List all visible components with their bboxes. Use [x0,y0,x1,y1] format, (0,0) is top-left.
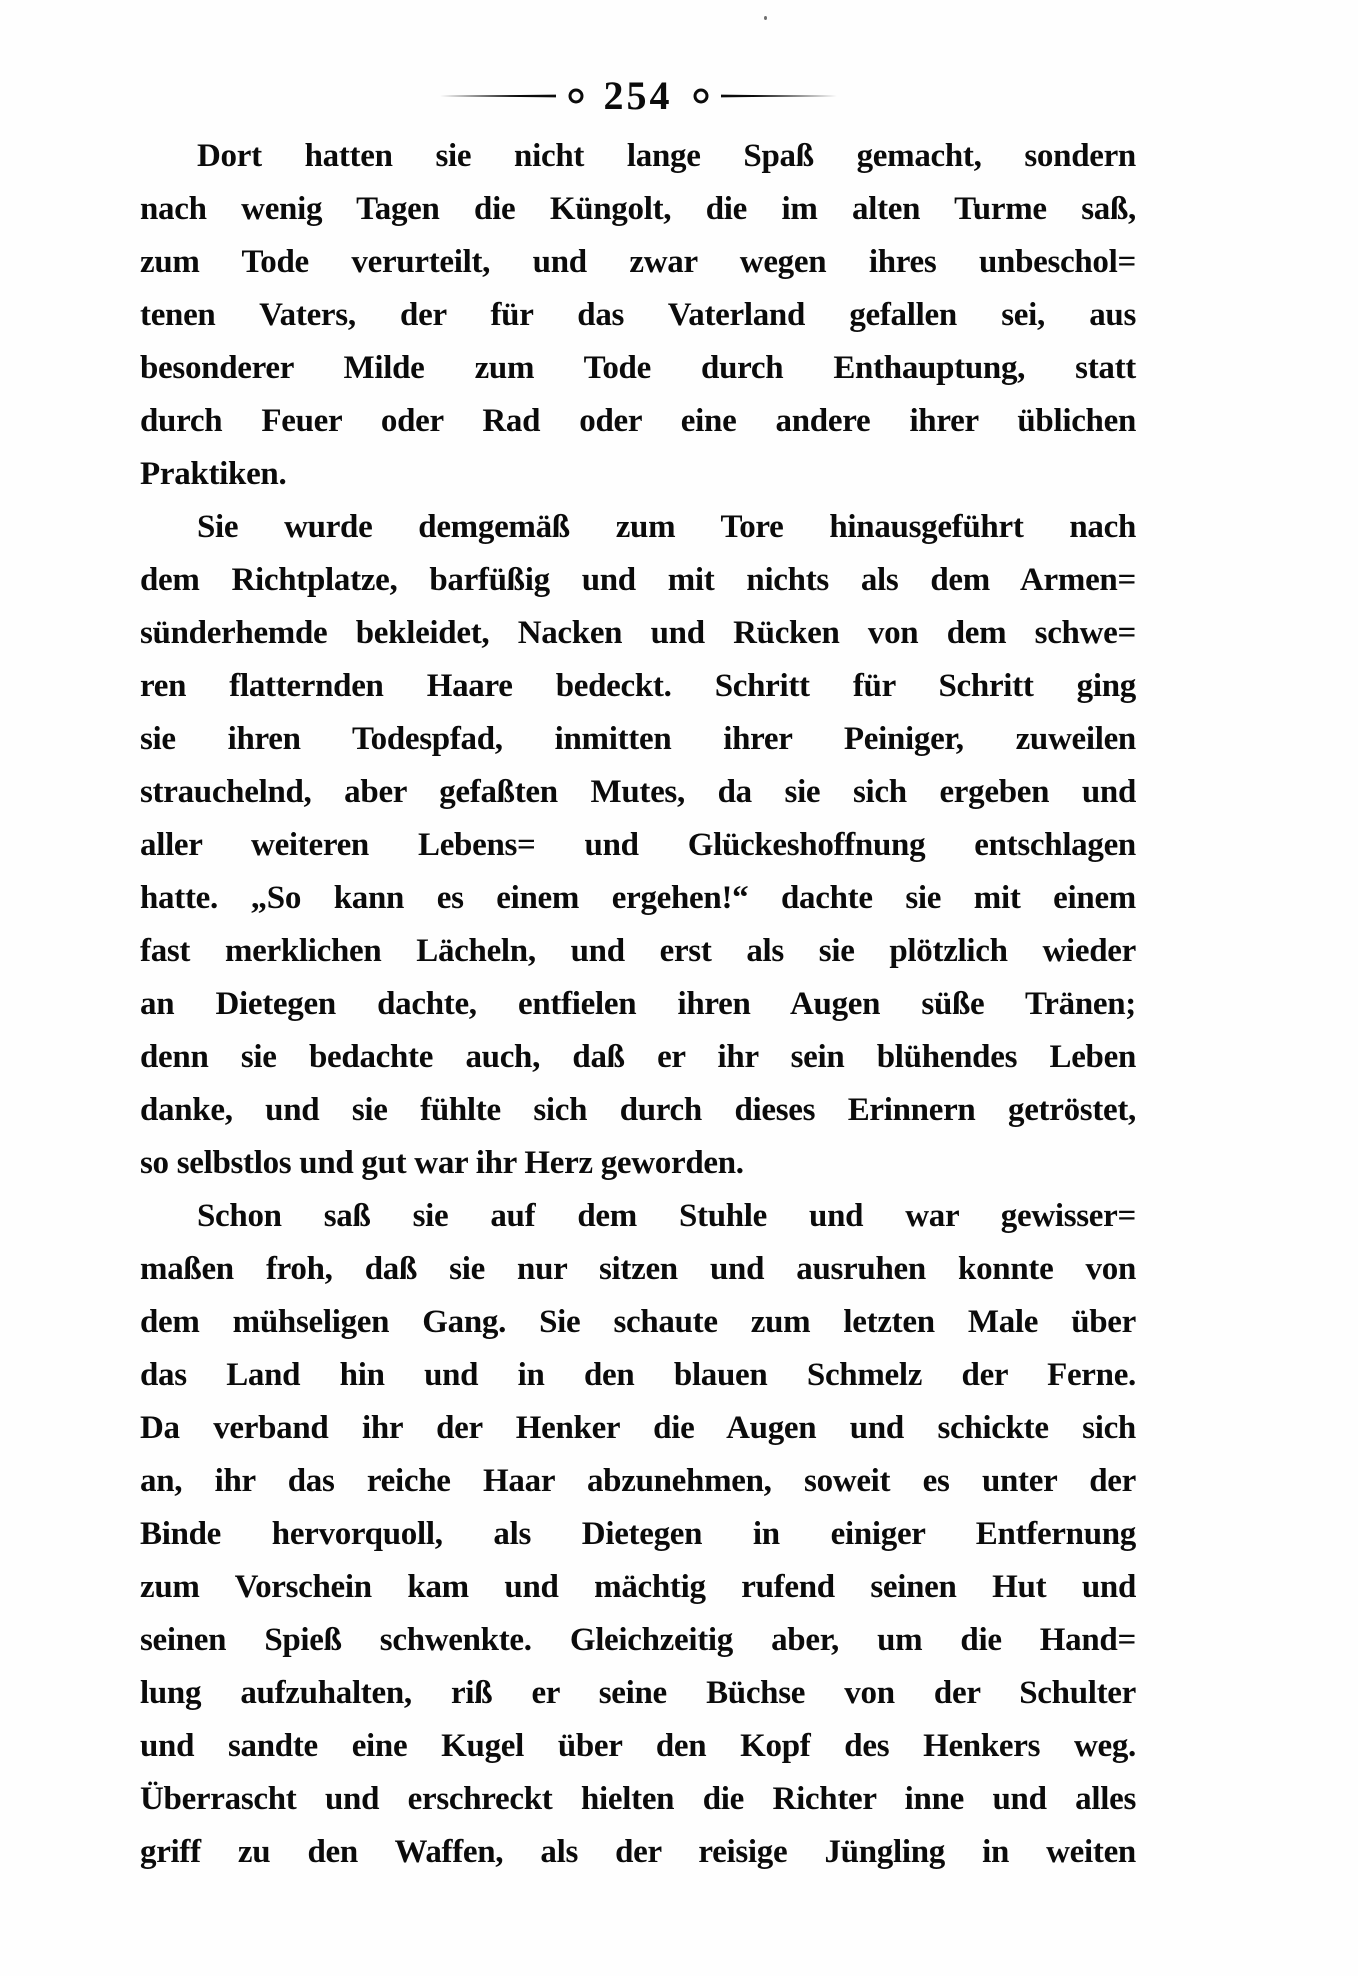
text-line: Sie wurde demgemäß zum Tore hinausgeführt nach [197,509,1136,545]
text-line: das Land hin und in den blauen Schmelz der Ferne. [140,1357,1136,1393]
text-line: Überrascht und erschreckt hielten die Richter inne und alles [140,1781,1136,1817]
text-line: zum Tode verurteilt, und zwar wegen ihres unbeschol= [140,244,1136,280]
text-line: griff zu den Waffen, als der reisige Jüngling in weiten [140,1834,1136,1870]
page-text [140,130,1136,1879]
text-line: so selbstlos und gut war ihr Herz geworden. [140,1145,744,1181]
paragraph-3 [140,1190,1136,1879]
text-line: an Dietegen dachte, entfielen ihren Augen süße Tränen; [140,986,1136,1022]
text-line: sie ihren Todespfad, inmitten ihrer Peiniger, zuweilen [140,721,1136,757]
text-line: und sandte eine Kugel über den Kopf des Henkers weg. [140,1728,1136,1764]
text-line: Binde hervorquoll, als Dietegen in einiger Entfernung [140,1516,1136,1552]
text-line: durch Feuer oder Rad oder eine andere ihrer üblichen [140,403,1136,439]
scan-artifact [764,16,767,20]
text-line: nach wenig Tagen die Küngolt, die im alten Turme saß, [140,191,1136,227]
text-line: aller weiteren Lebens= und Glückeshoffnung entschlagen [140,827,1136,863]
text-line: fast merklichen Lächeln, und erst als sie plötzlich wieder [140,933,1136,969]
text-line: dem Richtplatze, barfüßig und mit nichts als dem Armen= [140,562,1136,598]
text-line: zum Vorschein kam und mächtig rufend seinen Hut und [140,1569,1136,1605]
text-line: ren flatternden Haare bedeckt. Schritt für Schritt ging [140,668,1136,704]
paragraph-1 [140,130,1136,501]
text-line: seinen Spieß schwenkte. Gleichzeitig aber, um die Hand= [140,1622,1136,1658]
text-line: tenen Vaters, der für das Vaterland gefallen sei, aus [140,297,1136,333]
text-line: Da verband ihr der Henker die Augen und schickte sich [140,1410,1136,1446]
text-line: dem mühseligen Gang. Sie schaute zum letzten Male über [140,1304,1136,1340]
paragraph-2 [140,501,1136,1190]
running-head [140,73,1136,118]
rule-ring-right-icon [689,87,839,105]
text-line: denn sie bedachte auch, daß er ihr sein blühendes Leben [140,1039,1136,1075]
text-line: hatte. „So kann es einem ergehen!“ dachte sie mit einem [140,880,1136,916]
text-line: lung aufzuhalten, riß er seine Büchse von der Schulter [140,1675,1136,1711]
text-line: Dort hatten sie nicht lange Spaß gemacht, sondern [197,138,1136,174]
text-line: danke, und sie fühlte sich durch dieses Erinnern getröstet, [140,1092,1136,1128]
text-line: Schon saß sie auf dem Stuhle und war gewisser= [197,1198,1136,1234]
text-line: Praktiken. [140,456,287,492]
text-line: sünderhemde bekleidet, Nacken und Rücken von dem schwe= [140,615,1136,651]
text-line: an, ihr das reiche Haar abzunehmen, soweit es unter der [140,1463,1136,1499]
text-line: strauchelnd, aber gefaßten Mutes, da sie sich ergeben und [140,774,1136,810]
text-line: maßen froh, daß sie nur sitzen und ausruhen konnte von [140,1251,1136,1287]
page-number: 254 [603,73,673,118]
rule-ring-left-icon [438,87,588,105]
text-line: besonderer Milde zum Tode durch Enthauptung, statt [140,350,1136,386]
